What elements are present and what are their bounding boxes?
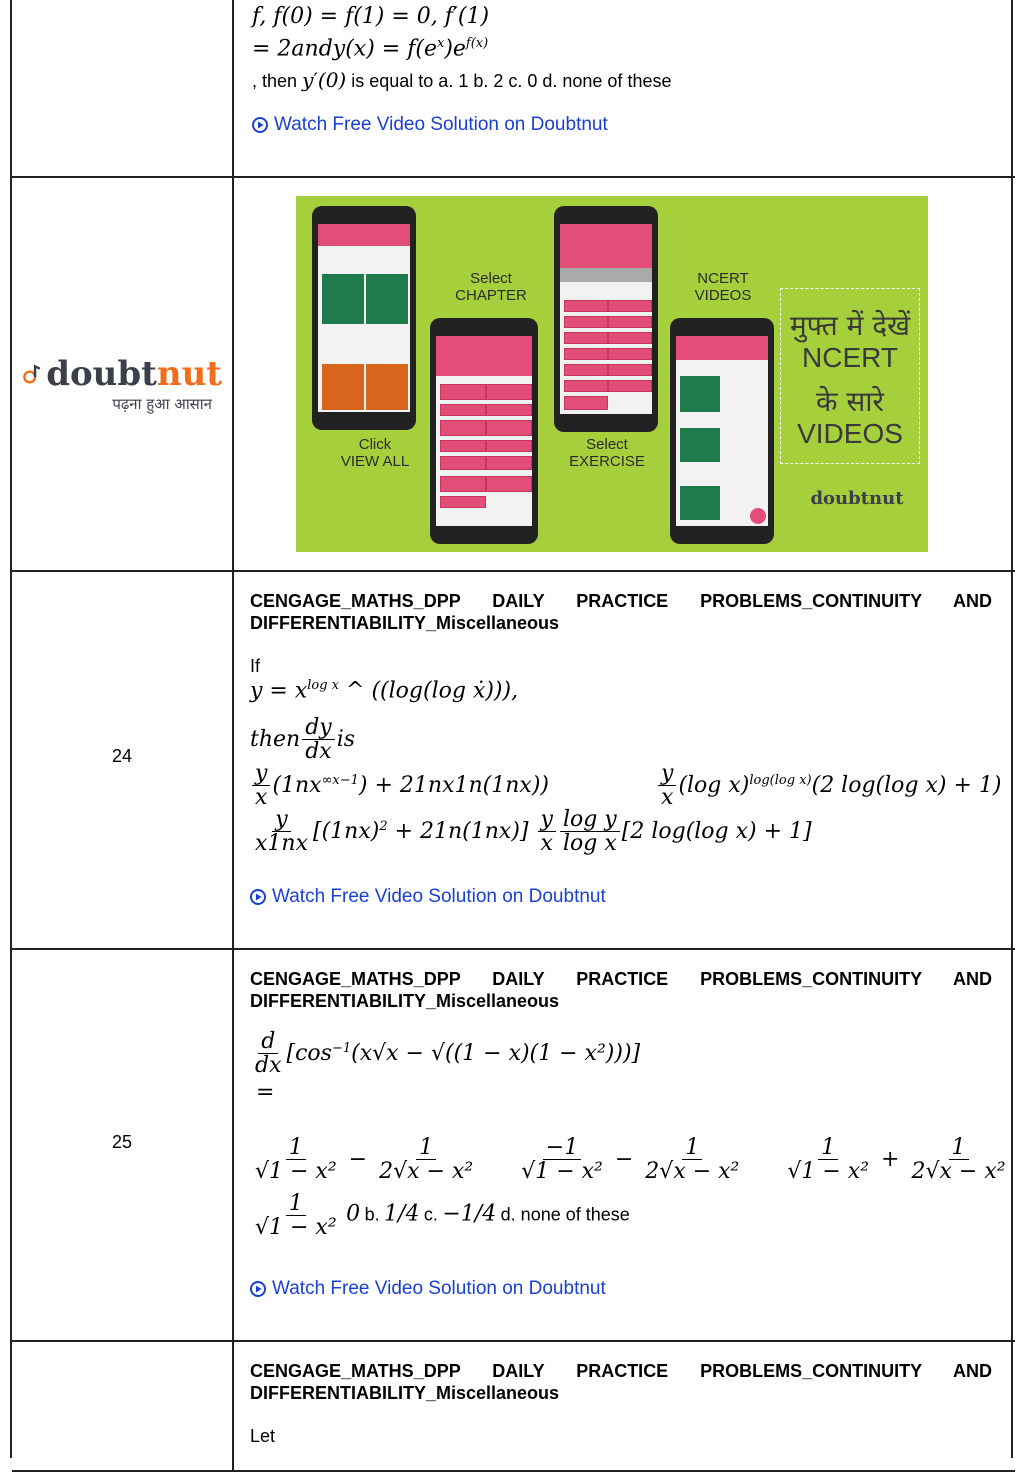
logo-tagline: पढ़ना हुआ आसान: [112, 395, 212, 413]
q24-option-a: $\frac{y}{x}$ $(1nx^{\infty x-1}) + 21nx1n(1nx)$): [250, 762, 549, 810]
banner-logo: doubtnut: [810, 488, 904, 509]
ncert-videos-label: NCERT VIDEOS: [694, 270, 752, 304]
q23-line3: , then y′(0) is equal to a. 1 b. 2 c. 0 d. none of these: [252, 68, 672, 92]
select-chapter-label: Select CHAPTER: [455, 270, 527, 304]
promo-line-4: VIDEOS: [797, 418, 903, 449]
q23-line1: f, f(0) = f(1) = 0, f′(1): [252, 4, 490, 29]
question-number-cell: [12, 1342, 234, 1470]
doubtnut-wordmark: doubt nut: [22, 354, 222, 394]
q25-equals: =: [256, 1080, 275, 1105]
phone-mockup-chapters: [430, 318, 538, 544]
question-number: 24: [111, 746, 133, 766]
q24-source-heading: CENGAGE_MATHS_DPP DAILY PRACTICE PROBLEMS_CONTINUITY AND DIFFERENTIABILITY_Miscellaneous: [250, 591, 992, 633]
play-circle-icon: [250, 1281, 266, 1297]
q24-if: If: [250, 656, 261, 676]
q25-expression: $\frac{d}{dx}$ $[\cos^{-1}(x√x - √((1 - x)(1 - x^2)))]$: [255, 1029, 641, 1079]
phone-mockup-exercises: [554, 206, 658, 432]
q25-watch-video-link[interactable]: Watch Free Video Solution on Doubtnut: [250, 1278, 606, 1300]
click-view-all-label: Click VIEW ALL: [340, 436, 410, 470]
phone-mockup-videos: [670, 318, 774, 544]
q25-last-option: $\frac{1}{\text{√1 − x²}}$ 0 b. 1/4 c. −1/4 d. none of these: [255, 1191, 630, 1241]
doubtnut-logo: [22, 354, 222, 414]
q23-watch-video-link[interactable]: Watch Free Video Solution on Doubtnut: [252, 114, 608, 136]
q26-let: Let: [250, 1426, 276, 1446]
q24-option-b: $\frac{y}{x}$ (log x)$^{log(log x)}$(2 log(log x) + 1): [656, 762, 1001, 810]
music-note-logo-icon: [22, 357, 42, 391]
q25-source-heading: CENGAGE_MATHS_DPP DAILY PRACTICE PROBLEMS_CONTINUITY AND DIFFERENTIABILITY_Miscellaneous: [250, 969, 992, 1011]
ncert-videos-banner[interactable]: [296, 196, 928, 552]
promo-line-1: मुफ्त में देखें: [789, 309, 911, 342]
q26-source-heading: CENGAGE_MATHS_DPP DAILY PRACTICE PROBLEMS_CONTINUITY AND DIFFERENTIABILITY_Miscellaneous: [250, 1361, 992, 1403]
question-number: 25: [111, 1132, 133, 1152]
play-circle-icon: [250, 889, 266, 905]
phone-mockup-library: [312, 206, 416, 430]
q24-option-c-d: $\frac{y}{x1nx}$ $[(1nx)^2 + 21n(1nx)]$ $\frac{y}{x}$ $\frac{\text{log y}}{\text{log x}}$ [2 log(log x) + 1]: [255, 807, 812, 857]
q24-equation: $y = x^{log x}$ ^ ((log(log ẋ))),: [250, 678, 519, 704]
q25-options-row: $\frac{1}{\text{√1 − x²}}$ − $\frac{1}{\text{2√x − x²}}$ $\frac{-1}{\text{√1 − x²}}$ − $\frac{1}{\text{2√x − x²}}$ $\frac{1}{\text{√1 − x²}}$ + $\frac{1}{\text{2√x − x²}}$: [255, 1135, 1006, 1185]
select-exercise-label: Select EXERCISE: [569, 436, 645, 470]
q23-line2: = 2andy(x) = $f(e^x)e^{f(x)}$: [252, 36, 489, 62]
promo-line-2: NCERT: [802, 342, 898, 373]
q24-derivative: then $\frac{dy}{dx}$ is: [250, 715, 356, 765]
question-row-23: [12, 0, 1015, 178]
play-circle-icon: [252, 117, 268, 133]
question-number-cell: [12, 0, 234, 176]
q24-watch-video-link[interactable]: Watch Free Video Solution on Doubtnut: [250, 886, 606, 908]
promo-line-3: के सारे: [815, 385, 885, 418]
